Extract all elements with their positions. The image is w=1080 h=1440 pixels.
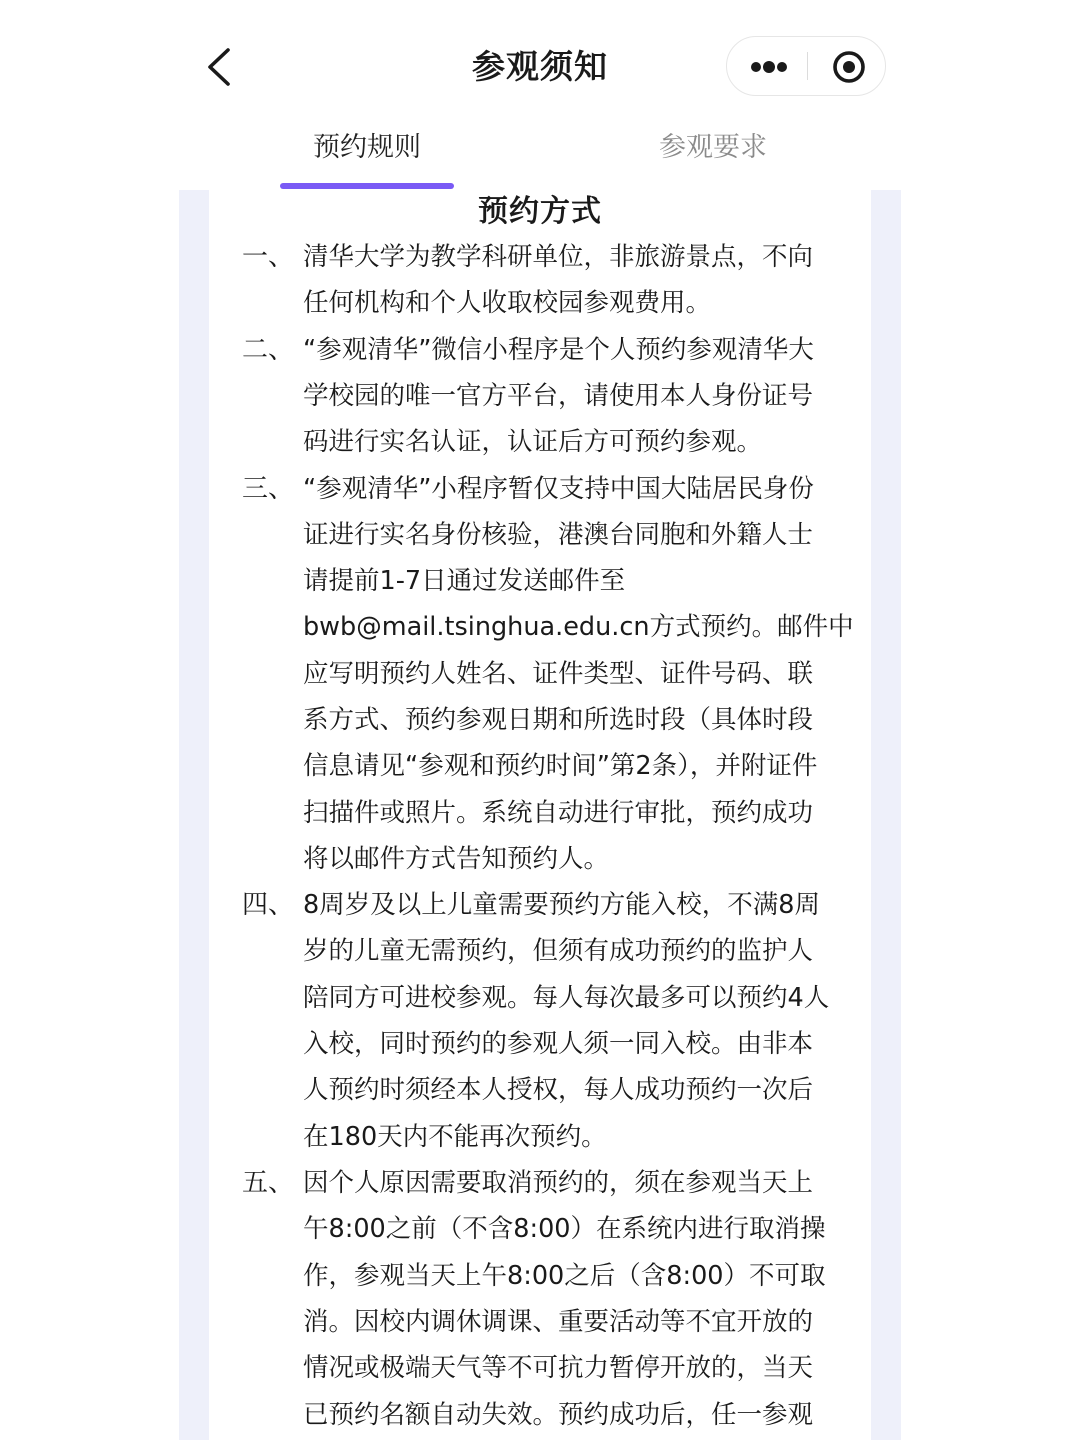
rule-number: 三、	[242, 473, 295, 504]
rule-text-line: 陪同方可进校参观。每人每次最多可以预约4人	[303, 982, 830, 1013]
rule-text-line: 在180天内不能再次预约。	[303, 1121, 607, 1152]
rule-text-line: 因个人原因需要取消预约的，须在参观当天上	[303, 1168, 814, 1198]
rule-text-line: 信息请见“参观和预约时间”第2条），并附证件	[303, 751, 818, 782]
rule-item	[0, 327, 1080, 466]
rule-text-line: 人预约时须经本人授权，每人成功预约一次后	[303, 1075, 814, 1106]
rule-text-line: 8周岁及以上儿童需要预约方能入校，不满8周	[303, 890, 820, 921]
rule-text-line: 请提前1-7日通过发送邮件至	[303, 566, 626, 597]
section-title: 预约方式	[478, 194, 602, 229]
tab-booking-rules[interactable]: 预约规则	[313, 132, 421, 163]
rule-text-line: 应写明预约人姓名、证件类型、证件号码、联	[303, 658, 814, 689]
rule-text-line: bwb@mail.tsinghua.edu.cn方式预约。邮件中	[303, 612, 854, 643]
rule-text-line: 情况或极端天气等不可抗力暂停开放的，当天	[303, 1353, 814, 1384]
rule-text-line: 午8:00之前（不含8:00）在系统内进行取消操	[303, 1214, 826, 1245]
rule-text-line: 系方式、预约参观日期和所选时段（具体时段	[303, 705, 814, 735]
tab-visit-requirements[interactable]: 参观要求	[659, 132, 767, 163]
rule-text-line: 学校园的唯一官方平台，请使用本人身份证号	[303, 380, 814, 411]
rule-text-line: 任何机构和个人收取校园参观费用。	[303, 288, 712, 319]
rule-number: 一、	[242, 242, 295, 272]
rule-text-line: 证进行实名身份核验，港澳台同胞和外籍人士	[303, 519, 814, 550]
rule-text-line: 入校，同时预约的参观人须一同入校。由非本	[303, 1029, 814, 1060]
rule-text-line: 已预约名额自动失效。预约成功后，任一参观	[303, 1399, 814, 1430]
rule-item	[0, 234, 1080, 327]
rule-number: 二、	[242, 334, 295, 365]
rule-text-line: 作，参观当天上午8:00之后（含8:00）不可取	[303, 1260, 826, 1291]
rule-text-line: 将以邮件方式告知预约人。	[303, 843, 610, 874]
rule-text-line: 码进行实名认证，认证后方可预约参观。	[303, 427, 763, 458]
rule-number: 四、	[242, 890, 295, 921]
rule-number: 五、	[242, 1168, 295, 1198]
rule-text-line: 岁的儿童无需预约，但须有成功预约的监护人	[303, 936, 814, 967]
rule-item	[0, 466, 1080, 883]
rule-item	[0, 1160, 1080, 1438]
rule-text-line: 清华大学为教学科研单位，非旅游景点，不向	[303, 242, 814, 272]
rule-item	[0, 882, 1080, 1160]
rule-text-line: 消。因校内调休调课、重要活动等不宜开放的	[303, 1306, 814, 1337]
rule-text-line: 扫描件或照片。系统自动进行审批，预约成功	[303, 797, 814, 828]
page-title: 参观须知	[472, 47, 608, 86]
rule-text-line: “参观清华”微信小程序是个人预约参观清华大	[303, 334, 814, 365]
rule-text-line: “参观清华”小程序暂仅支持中国大陆居民身份	[303, 473, 814, 504]
